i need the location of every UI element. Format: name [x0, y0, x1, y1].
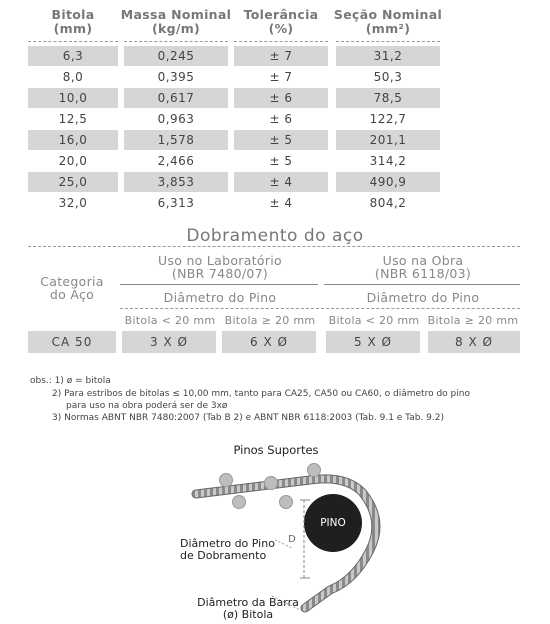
category-header: [28, 275, 116, 301]
col-header-mass: [120, 8, 232, 36]
col-header-tolerance-line2: (%): [268, 21, 294, 36]
col-header-mass-line2: (kg/m): [151, 21, 201, 36]
sub-header-lab-large: Bitola ≥ 20 mm: [224, 314, 316, 327]
lab-use-header-line2: (NBR 7480/07): [171, 266, 269, 281]
col-header-gauge-line2: (mm): [53, 21, 93, 36]
bar-diameter-label-line1: Diâmetro da Barra: [197, 596, 299, 609]
category-header-line1: Categoria: [40, 274, 104, 289]
pin-value-site-large: 8 X Ø: [428, 331, 520, 353]
mass-cell: 0,245: [124, 46, 228, 66]
section-cell: 78,5: [336, 88, 440, 108]
note-3: 3) Normas ABNT NBR 7480:2007 (Tab B 2) e ABNT NBR 6118:2003 (Tab. 9.1 e Tab. 9.2): [52, 413, 444, 423]
col-header-gauge-line1: Bitola: [51, 7, 95, 22]
section-cell: 122,7: [369, 112, 407, 126]
tolerance-cell: ± 4: [234, 172, 328, 192]
section-cell: 804,2: [369, 196, 407, 210]
tolerance-cell: ± 6: [234, 88, 328, 108]
support-pins-label: Pinos Suportes: [233, 443, 319, 457]
pin-diameter-label-line1: Diâmetro do Pino: [180, 537, 275, 550]
section-cell: 31,2: [336, 46, 440, 66]
section-cell: 314,2: [369, 154, 407, 168]
tolerance-cell: ± 6: [269, 112, 293, 126]
col-header-tolerance: [234, 8, 328, 36]
pin-value-site-small: 5 X Ø: [326, 331, 420, 353]
tolerance-cell: ± 7: [269, 70, 293, 84]
support-pin: [280, 496, 293, 509]
pin-value-lab-small: 3 X Ø: [122, 331, 216, 353]
support-pin: [220, 474, 233, 487]
lab-header-divider: [120, 284, 318, 285]
gauge-cell: 16,0: [28, 130, 118, 150]
section-cell: 490,9: [336, 172, 440, 192]
col-header-gauge: [28, 8, 118, 36]
bending-diagram-graphic: [0, 430, 550, 624]
note-2-continued: para uso na obra poderá ser de 3xø: [66, 401, 228, 411]
mass-cell: 6,313: [157, 196, 195, 210]
support-pin: [308, 464, 321, 477]
pin-diameter-label: [180, 538, 280, 562]
lab-pin-diameter-label: Diâmetro do Pino: [163, 290, 277, 305]
gauge-cell: 32,0: [58, 196, 88, 210]
support-pin: [233, 496, 246, 509]
bar-diameter-label-line2: (ø) Bitola: [222, 608, 274, 621]
note-2: 2) Para estribos de bitolas ≤ 10,00 mm, tanto para CA25, CA50 ou CA60, o diâmetro do pino: [52, 389, 470, 399]
tolerance-cell: ± 5: [269, 154, 293, 168]
sub-header-site-small: Bitola < 20 mm: [328, 314, 420, 327]
bending-title-divider: [28, 246, 520, 247]
header-divider: [336, 41, 440, 42]
col-header-section-line1: Seção Nominal: [333, 7, 443, 22]
tolerance-cell: ± 7: [234, 46, 328, 66]
gauge-cell: 25,0: [28, 172, 118, 192]
gauge-cell: 20,0: [58, 154, 88, 168]
mass-cell: 1,578: [124, 130, 228, 150]
tolerance-cell: ± 4: [269, 196, 293, 210]
lab-use-header: [120, 254, 320, 280]
tolerance-cell: ± 5: [234, 130, 328, 150]
col-header-tolerance-line1: Tolerância: [243, 7, 319, 22]
pin-diameter-label-line2: de Dobramento: [180, 549, 267, 562]
gauge-cell: 10,0: [28, 88, 118, 108]
pin-diameter-divider: [120, 308, 520, 309]
site-use-header-line2: (NBR 6118/03): [374, 266, 472, 281]
sub-header-lab-small: Bitola < 20 mm: [124, 314, 216, 327]
pin-value-lab-large: 6 X Ø: [222, 331, 316, 353]
header-divider: [28, 41, 118, 42]
category-cell: CA 50: [28, 331, 116, 353]
section-cell: 50,3: [373, 70, 403, 84]
mass-cell: 0,617: [124, 88, 228, 108]
header-divider: [234, 41, 328, 42]
site-use-header-line1: Uso na Obra: [382, 253, 464, 268]
gauge-cell: 12,5: [58, 112, 88, 126]
pin-label: PINO: [320, 517, 346, 529]
mass-cell: 0,963: [157, 112, 195, 126]
header-divider: [124, 41, 228, 42]
section-cell: 201,1: [336, 130, 440, 150]
mass-cell: 3,853: [124, 172, 228, 192]
gauge-cell: 8,0: [62, 70, 84, 84]
diameter-d-label: D: [288, 534, 296, 545]
gauge-cell: 6,3: [28, 46, 118, 66]
col-header-section: [332, 8, 444, 36]
site-pin-diameter-label: Diâmetro do Pino: [366, 290, 480, 305]
mass-cell: 2,466: [157, 154, 195, 168]
sub-header-site-large: Bitola ≥ 20 mm: [427, 314, 519, 327]
mass-cell: 0,395: [157, 70, 195, 84]
site-use-header: [324, 254, 522, 280]
site-header-divider: [324, 284, 520, 285]
col-header-mass-line1: Massa Nominal: [120, 7, 232, 22]
support-pin: [265, 477, 278, 490]
category-header-line2: do Aço: [49, 287, 95, 302]
bar-diameter-label: [188, 597, 308, 621]
note-1: obs.: 1) ø = bitola: [30, 376, 111, 386]
lab-use-header-line1: Uso no Laboratório: [157, 253, 283, 268]
col-header-section-line2: (mm²): [365, 21, 411, 36]
bending-title: Dobramento do aço: [186, 226, 364, 246]
